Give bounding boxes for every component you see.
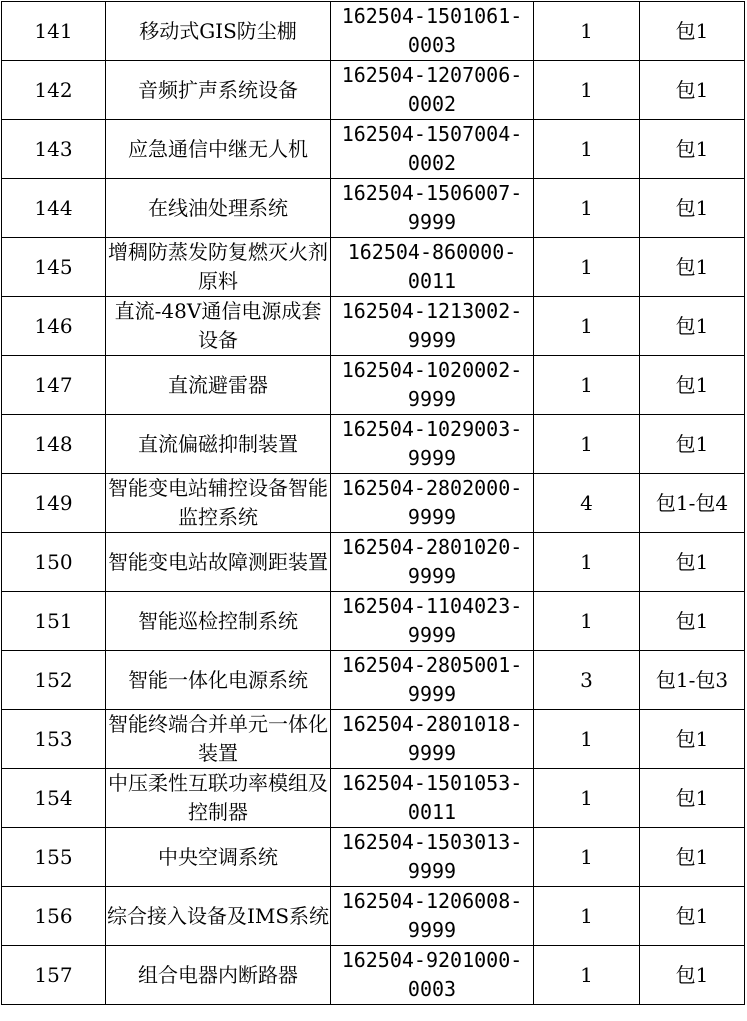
item-name: 智能变电站辅控设备智能监控系统 [106, 474, 331, 533]
code-line-1: 162504-1104023- [341, 594, 523, 618]
item-name: 直流-48V通信电源成套设备 [106, 297, 331, 356]
package: 包1 [640, 533, 745, 592]
row-number: 141 [2, 2, 106, 61]
material-code [331, 651, 534, 710]
material-code [331, 297, 534, 356]
item-name: 中压柔性互联功率模组及控制器 [106, 769, 331, 828]
row-number: 146 [2, 297, 106, 356]
row-number: 153 [2, 710, 106, 769]
code-line-1: 162504-1020002- [341, 358, 523, 382]
table-row [2, 828, 745, 887]
table-row [2, 887, 745, 946]
code-line-1: 162504-2801018- [341, 712, 523, 736]
code-line-2: 0003 [407, 977, 457, 1001]
code-line-1: 162504-2805001- [341, 653, 523, 677]
code-line-2: 0002 [407, 92, 457, 116]
table-row [2, 592, 745, 651]
item-name: 直流偏磁抑制装置 [106, 415, 331, 474]
code-line-1: 162504-1206008- [341, 889, 523, 913]
material-code [331, 769, 534, 828]
package: 包1 [640, 297, 745, 356]
material-code [331, 828, 534, 887]
table-row [2, 533, 745, 592]
package: 包1-包3 [640, 651, 745, 710]
code-line-2: 9999 [407, 918, 457, 942]
row-number: 145 [2, 238, 106, 297]
item-name: 在线油处理系统 [106, 179, 331, 238]
code-line-1: 162504-1213002- [341, 299, 523, 323]
material-code [331, 61, 534, 120]
code-line-1: 162504-1506007- [341, 181, 523, 205]
code-line-2: 9999 [407, 623, 457, 647]
code-line-2: 9999 [407, 505, 457, 529]
item-name: 增稠防蒸发防复燃灭火剂原料 [106, 238, 331, 297]
code-line-2: 9999 [407, 682, 457, 706]
package: 包1 [640, 61, 745, 120]
item-name: 智能终端合并单元一体化装置 [106, 710, 331, 769]
table-body [2, 2, 745, 1005]
code-line-2: 9999 [407, 446, 457, 470]
material-code [331, 120, 534, 179]
row-number: 148 [2, 415, 106, 474]
code-line-2: 9999 [407, 859, 457, 883]
package: 包1 [640, 710, 745, 769]
material-code [331, 238, 534, 297]
quantity: 1 [534, 120, 640, 179]
row-number: 149 [2, 474, 106, 533]
item-name: 中央空调系统 [106, 828, 331, 887]
item-name: 组合电器内断路器 [106, 946, 331, 1005]
code-line-2: 9999 [407, 387, 457, 411]
code-line-2: 9999 [407, 741, 457, 765]
row-number: 142 [2, 61, 106, 120]
item-name: 移动式GIS防尘棚 [106, 2, 331, 61]
item-name: 直流避雷器 [106, 356, 331, 415]
equipment-table [1, 1, 745, 1005]
code-line-2: 0011 [407, 800, 457, 824]
item-name: 智能一体化电源系统 [106, 651, 331, 710]
package: 包1 [640, 592, 745, 651]
material-code [331, 474, 534, 533]
code-line-1: 162504-2802000- [341, 476, 523, 500]
package: 包1-包4 [640, 474, 745, 533]
row-number: 150 [2, 533, 106, 592]
code-line-1: 162504-1503013- [341, 830, 523, 854]
quantity: 1 [534, 828, 640, 887]
quantity: 1 [534, 356, 640, 415]
row-number: 155 [2, 828, 106, 887]
item-name: 智能巡检控制系统 [106, 592, 331, 651]
quantity: 1 [534, 238, 640, 297]
table-row [2, 238, 745, 297]
package: 包1 [640, 179, 745, 238]
table-row [2, 415, 745, 474]
table-row [2, 297, 745, 356]
code-line-1: 162504-1029003- [341, 417, 523, 441]
code-line-1: 162504-1501061- [341, 4, 523, 28]
table-row [2, 179, 745, 238]
row-number: 144 [2, 179, 106, 238]
code-line-1: 162504-2801020- [341, 535, 523, 559]
quantity: 1 [534, 769, 640, 828]
table-row [2, 769, 745, 828]
material-code [331, 710, 534, 769]
package: 包1 [640, 120, 745, 179]
row-number: 156 [2, 887, 106, 946]
quantity: 1 [534, 61, 640, 120]
row-number: 152 [2, 651, 106, 710]
material-code [331, 533, 534, 592]
package: 包1 [640, 356, 745, 415]
quantity: 1 [534, 946, 640, 1005]
quantity: 1 [534, 2, 640, 61]
quantity: 1 [534, 179, 640, 238]
package: 包1 [640, 769, 745, 828]
table-row [2, 356, 745, 415]
quantity: 1 [534, 592, 640, 651]
row-number: 157 [2, 946, 106, 1005]
code-line-1: 162504-860000- [347, 240, 517, 264]
package: 包1 [640, 2, 745, 61]
quantity: 4 [534, 474, 640, 533]
table-row [2, 651, 745, 710]
material-code [331, 946, 534, 1005]
row-number: 143 [2, 120, 106, 179]
item-name: 智能变电站故障测距装置 [106, 533, 331, 592]
code-line-2: 0011 [407, 269, 457, 293]
package: 包1 [640, 828, 745, 887]
table-row [2, 474, 745, 533]
code-line-2: 0002 [407, 151, 457, 175]
code-line-2: 9999 [407, 328, 457, 352]
quantity: 3 [534, 651, 640, 710]
row-number: 147 [2, 356, 106, 415]
material-code [331, 179, 534, 238]
quantity: 1 [534, 887, 640, 946]
package: 包1 [640, 887, 745, 946]
package: 包1 [640, 415, 745, 474]
material-code [331, 887, 534, 946]
row-number: 154 [2, 769, 106, 828]
code-line-2: 9999 [407, 210, 457, 234]
package: 包1 [640, 946, 745, 1005]
quantity: 1 [534, 415, 640, 474]
code-line-1: 162504-1501053- [341, 771, 523, 795]
code-line-1: 162504-9201000- [341, 948, 523, 972]
item-name: 音频扩声系统设备 [106, 61, 331, 120]
material-code [331, 592, 534, 651]
code-line-1: 162504-1207006- [341, 63, 523, 87]
table-row [2, 120, 745, 179]
material-code [331, 415, 534, 474]
material-code [331, 2, 534, 61]
package: 包1 [640, 238, 745, 297]
code-line-2: 0003 [407, 33, 457, 57]
table-row [2, 710, 745, 769]
table-row [2, 61, 745, 120]
item-name: 应急通信中继无人机 [106, 120, 331, 179]
code-line-2: 9999 [407, 564, 457, 588]
item-name: 综合接入设备及IMS系统 [106, 887, 331, 946]
row-number: 151 [2, 592, 106, 651]
table-row [2, 2, 745, 61]
code-line-1: 162504-1507004- [341, 122, 523, 146]
quantity: 1 [534, 533, 640, 592]
material-code [331, 356, 534, 415]
quantity: 1 [534, 710, 640, 769]
quantity: 1 [534, 297, 640, 356]
table-row [2, 946, 745, 1005]
